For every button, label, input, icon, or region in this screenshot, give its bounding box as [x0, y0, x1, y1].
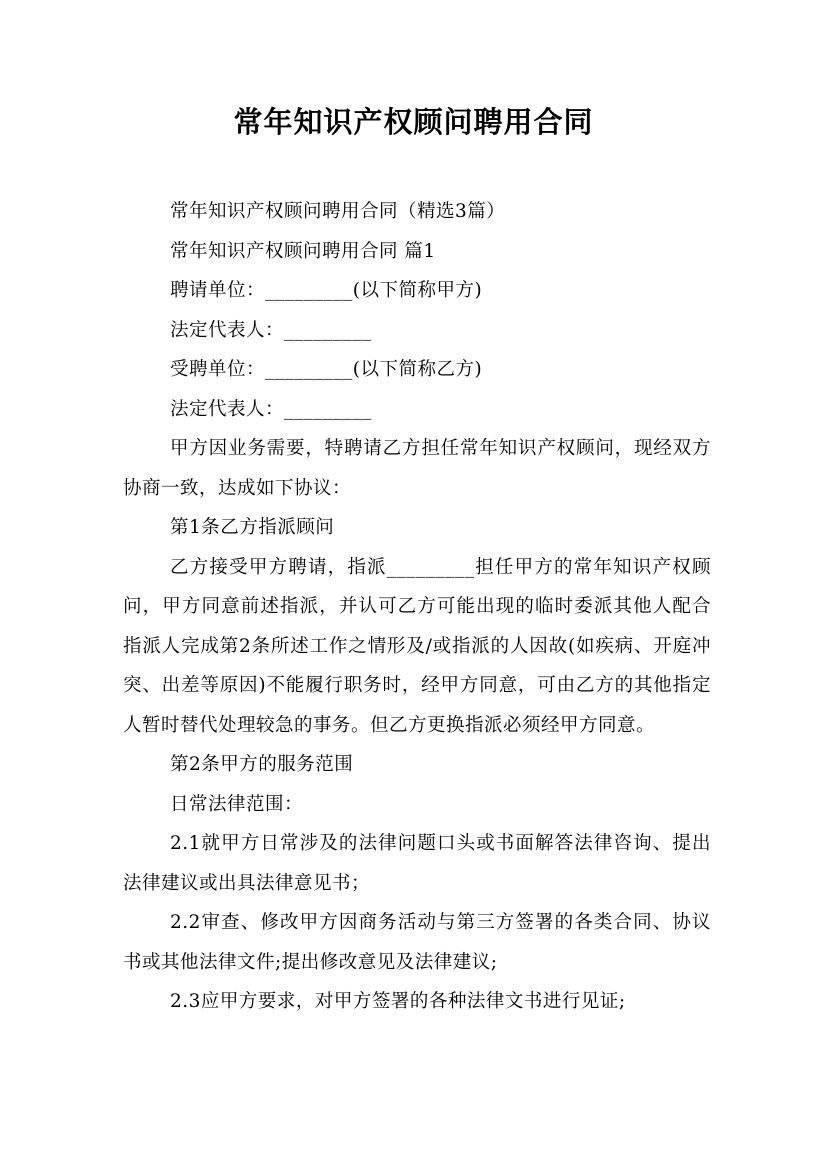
- paragraph-preamble: 甲方因业务需要，特聘请乙方担任常年知识产权顾问，现经双方协商一致，达成如下协议：: [123, 438, 711, 499]
- paragraph-subtitle: 常年知识产权顾问聘用合同（精选3篇）: [170, 201, 506, 222]
- document-body: [123, 192, 711, 1022]
- document-title: 常年知识产权顾问聘用合同: [233, 105, 594, 139]
- paragraph-employer: 聘请单位：_________(以下简称甲方): [170, 280, 483, 301]
- paragraph-clause-2-3: 2.3应甲方要求，对甲方签署的各种法律文书进行见证;: [170, 991, 626, 1012]
- paragraph-employer-representative: 法定代表人：_________: [170, 319, 372, 341]
- paragraph-employee-representative: 法定代表人：_________: [170, 398, 372, 420]
- paragraph-employee: 受聘单位：_________(以下简称乙方): [170, 359, 483, 380]
- paragraph-article-2-heading: 第2条甲方的服务范围: [170, 754, 354, 775]
- paragraph-part-heading: 常年知识产权顾问聘用合同 篇1: [170, 240, 436, 262]
- paragraph-clause-2-2: 2.2审查、修改甲方因商务活动与第三方签署的各类合同、协议书或其他法律文件;提出修改意见及法律建议;: [123, 912, 711, 973]
- paragraph-daily-scope: 日常法律范围：: [170, 793, 304, 815]
- paragraph-article-1-body: 乙方接受甲方聘请，指派_________担任甲方的常年知识产权顾问，甲方同意前述指派，并认可乙方可能出现的临时委派其他人配合指派人完成第2条所述工作之情形及/或指派的人因故(如疾病、开庭冲突、出差等原因)不能履行职务时，经甲方同意，可由乙方的其他指定人暂时替代处理较急的事务。但乙方更换指派必须经甲方同意。: [123, 556, 711, 736]
- paragraph-clause-2-1: 2.1就甲方日常涉及的法律问题口头或书面解答法律咨询、提出法律建议或出具法律意见书；: [123, 833, 711, 894]
- paragraph-article-1-heading: 第1条乙方指派顾问: [170, 517, 335, 538]
